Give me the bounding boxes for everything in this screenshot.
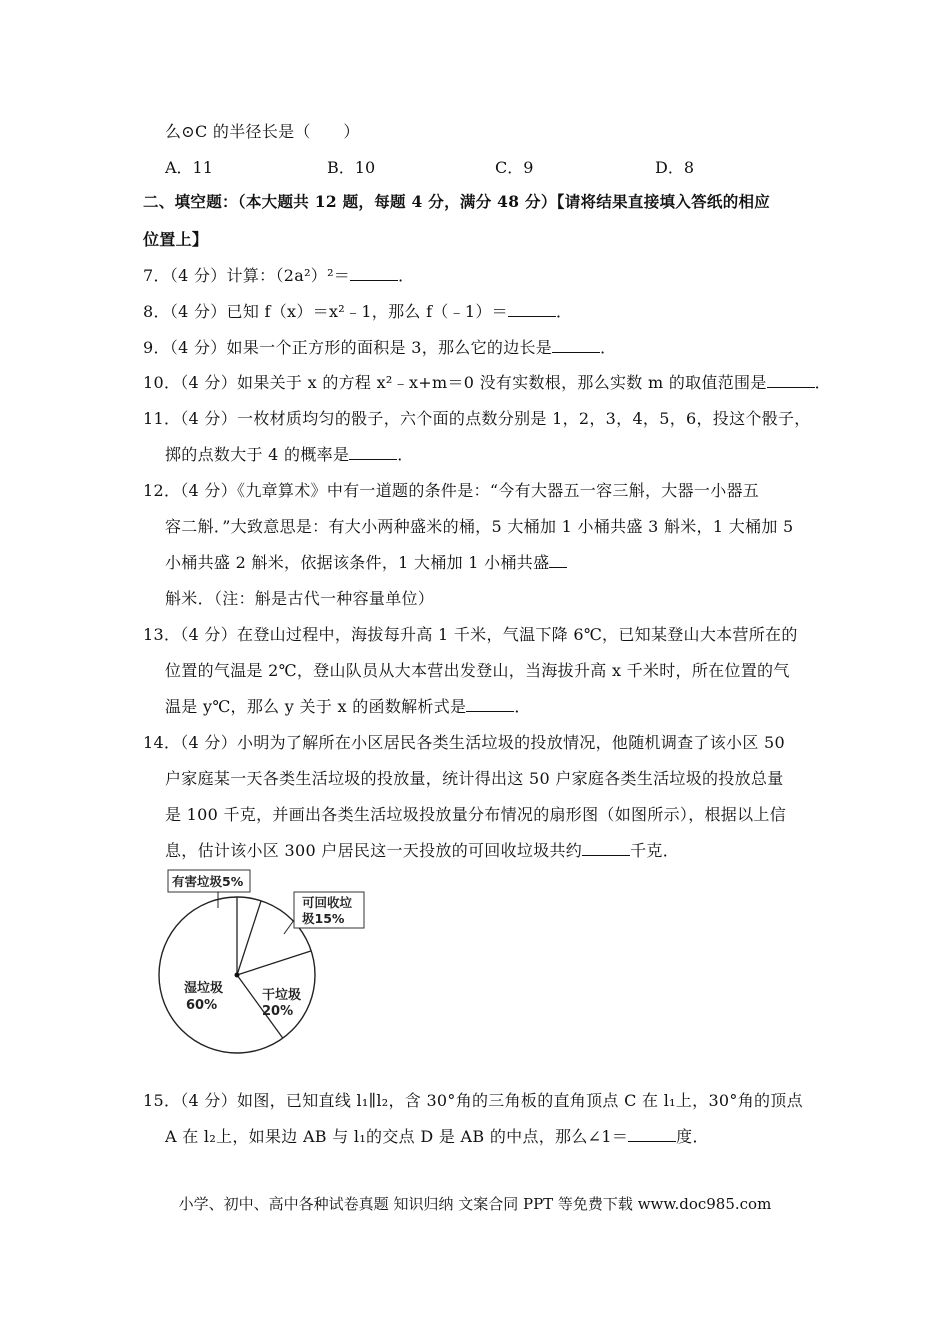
question-12-cont-3: 斛米．（注：斛是古代一种容量单位） <box>165 589 435 608</box>
question-15-unit: 度． <box>676 1127 709 1146</box>
question-15-cont <box>165 1124 709 1147</box>
q6-option-a: A．11 <box>165 158 213 177</box>
pie-svg <box>150 862 380 1057</box>
label-recycle-1: 可回收垃 <box>302 895 353 910</box>
question-12-cont-2 <box>165 550 567 573</box>
q6-option-d: D．8 <box>655 158 695 177</box>
label-dry-2: 20% <box>262 1004 294 1019</box>
question-8: 8．（4 分）已知 f（x）＝x²﹣1，那么 f（﹣1）＝ ． <box>143 302 573 321</box>
answer-blank <box>350 266 398 281</box>
answer-blank <box>582 841 630 856</box>
section-2-heading-cont: 位置上】 <box>143 230 209 249</box>
question-7: 7．（4 分）计算：（2a²）²＝ ． <box>143 266 415 285</box>
question-14-cont-1: 户家庭某一天各类生活垃圾的投放量，统计得出这 50 户家庭各类生活垃圾的投放总量 <box>165 769 784 788</box>
pie-slice-boundary-recycle <box>237 901 261 975</box>
question-10-text: 10．（4 分）如果关于 x 的方程 x²﹣x+m＝0 没有实数根，那么实数 m 的取值范围是 <box>143 373 767 392</box>
question-12-text: 小桶共盛 2 斛米，依据该条件，1 大桶加 1 小桶共盛 <box>165 553 550 572</box>
question-11: 11．（4 分）一枚材质均匀的骰子，六个面的点数分别是 1，2，3，4，5，6，投这个骰子， <box>143 409 811 428</box>
answer-blank <box>628 1127 676 1142</box>
pie-center-dot <box>235 973 240 978</box>
question-14-cont-2: 是 100 千克，并画出各类生活垃圾投放量分布情况的扇形图（如图所示），根据以上信 <box>165 805 787 824</box>
question-14: 14．（4 分）小明为了解所在小区居民各类生活垃圾的投放情况，他随机调查了该小区 50 <box>143 733 785 752</box>
question-12-cont-1: 容二斛．”大致意思是：有大小两种盛米的桶，5 大桶加 1 小桶共盛 3 斛米，1 大桶加 5 <box>165 517 794 536</box>
question-15: 15．（4 分）如图，已知直线 l₁∥l₂，含 30°角的三角板的直角顶点 C 在 l₁上，30°角的顶点 <box>143 1091 803 1110</box>
label-wet-1: 湿垃圾 <box>184 981 224 996</box>
section-2-heading: 二、填空题：（本大题共 12 题，每题 4 分，满分 48 分）【请将结果直接填入答纸的相应 <box>143 192 771 211</box>
answer-blank <box>549 553 567 568</box>
question-9: 9．（4 分）如果一个正方形的面积是 3，那么它的边长是 ． <box>143 338 617 357</box>
question-7-text: 7．（4 分）计算：（2a²）²＝ <box>143 266 351 285</box>
label-wet-2: 60% <box>186 998 218 1013</box>
waste-pie-chart <box>150 862 380 1057</box>
question-9-text: 9．（4 分）如果一个正方形的面积是 3，那么它的边长是 <box>143 338 553 357</box>
question-11-text: 掷的点数大于 4 的概率是 <box>165 445 350 464</box>
question-13-cont-1: 位置的气温是 2℃，登山队员从大本营出发登山，当海拔升高 x 千米时，所在位置的气 <box>165 661 790 680</box>
question-10: 10．（4 分）如果关于 x 的方程 x²﹣x+m＝0 没有实数根，那么实数 m 的取值范围是 ． <box>143 373 831 392</box>
q6-option-b: B．10 <box>327 158 376 177</box>
question-14-text: 息，估计该小区 300 户居民这一天投放的可回收垃圾共约 <box>165 841 583 860</box>
answer-blank <box>767 373 815 388</box>
q6-option-c: C．9 <box>495 158 534 177</box>
recycle-leader-line <box>284 920 294 934</box>
answer-blank <box>466 697 514 712</box>
question-6-tail: 么⊙C 的半径长是（ ） <box>165 122 360 141</box>
page-footer: 小学、初中、高中各种试卷真题 知识归纳 文案合同 PPT 等免费下载 www.doc985.com <box>178 1195 772 1213</box>
pie-slice-boundary-dry <box>237 951 311 975</box>
label-recycle-2: 圾15% <box>302 911 345 926</box>
question-14-cont-3 <box>165 838 679 861</box>
question-13-text: 温是 y℃，那么 y 关于 x 的函数解析式是 <box>165 697 467 716</box>
answer-blank <box>508 302 556 317</box>
answer-blank <box>552 338 600 353</box>
question-15-text: A 在 l₂上，如果边 AB 与 l₁的交点 D 是 AB 的中点，那么∠1＝ <box>165 1127 629 1146</box>
question-13-cont-2: 温是 y℃，那么 y 关于 x 的函数解析式是 ． <box>165 697 531 716</box>
question-8-text: 8．（4 分）已知 f（x）＝x²﹣1，那么 f（﹣1）＝ <box>143 302 508 321</box>
answer-blank <box>349 445 397 460</box>
label-dry-1: 干垃圾 <box>262 988 302 1003</box>
question-14-unit: 千克． <box>630 841 680 860</box>
question-12: 12．（4 分）《九章算术》中有一道题的条件是：“今有大器五一容三斛，大器一小器五 <box>143 481 760 500</box>
question-11-cont: 掷的点数大于 4 的概率是 ． <box>165 445 414 464</box>
label-hazard: 有害垃圾5% <box>172 874 244 889</box>
question-13: 13．（4 分）在登山过程中，海拔每升高 1 千米，气温下降 6℃，已知某登山大本营所在的 <box>143 625 798 644</box>
